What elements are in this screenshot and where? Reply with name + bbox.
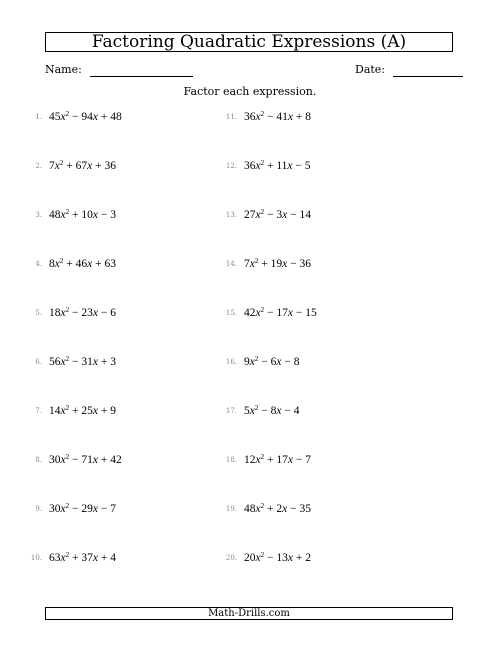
problem-number: 19. xyxy=(225,505,237,513)
problem-number: 13. xyxy=(225,211,237,219)
problem-item xyxy=(222,453,311,467)
problem-item xyxy=(27,355,116,369)
date-label: Date: xyxy=(355,63,386,76)
problem-item xyxy=(222,502,311,516)
problem-number: 1. xyxy=(35,113,42,121)
problem-item xyxy=(27,110,122,124)
problem-item xyxy=(27,306,116,320)
problem-number: 11. xyxy=(225,113,237,121)
problem-expression: $56x^2 - 31x + 3$ xyxy=(49,355,116,368)
problem-expression: $12x^2 + 17x - 7$ xyxy=(244,453,311,466)
problem-item xyxy=(222,404,299,418)
problem-expression: $7x^2 + 19x - 36$ xyxy=(244,257,311,270)
problem-expression: $63x^2 + 37x + 4$ xyxy=(49,551,116,564)
problem-item xyxy=(222,159,311,173)
problem-item xyxy=(27,257,116,271)
problem-number: 8. xyxy=(35,456,42,464)
worksheet-title: Factoring Quadratic Expressions (A) xyxy=(91,32,407,52)
problem-expression: $20x^2 - 13x + 2$ xyxy=(244,551,311,564)
problem-item xyxy=(27,502,116,516)
problem-number: 5. xyxy=(35,309,42,317)
problem-item xyxy=(222,551,311,565)
problem-expression: $5x^2 - 8x - 4$ xyxy=(244,404,300,417)
problem-item xyxy=(27,208,116,222)
problem-item xyxy=(27,453,122,467)
problem-item xyxy=(27,551,116,565)
problem-expression: $8x^2 + 46x + 63$ xyxy=(49,257,116,270)
problem-number: 9. xyxy=(35,505,42,513)
problem-expression: $48x^2 + 2x - 35$ xyxy=(244,502,311,515)
problem-expression: $36x^2 - 41x + 8$ xyxy=(244,110,311,123)
footer-text: Math-Drills.com xyxy=(208,607,290,619)
problem-number: 4. xyxy=(35,260,42,268)
problem-expression: $9x^2 - 6x - 8$ xyxy=(244,355,300,368)
problem-expression: $30x^2 - 71x + 42$ xyxy=(49,453,122,466)
problem-number: 10. xyxy=(30,554,42,562)
problem-number: 18. xyxy=(225,456,237,464)
problem-number: 14. xyxy=(225,260,237,268)
problem-expression: $36x^2 + 11x - 5$ xyxy=(244,159,311,172)
problem-number: 17. xyxy=(225,407,237,415)
problem-item xyxy=(222,257,311,271)
problem-item xyxy=(27,159,116,173)
problem-expression: $14x^2 + 25x + 9$ xyxy=(49,404,116,417)
footer-box xyxy=(45,607,453,620)
problem-number: 3. xyxy=(35,211,42,219)
problem-number: 7. xyxy=(35,407,42,415)
problem-item xyxy=(27,404,116,418)
problem-number: 6. xyxy=(35,358,42,366)
problem-number: 12. xyxy=(225,162,237,170)
problem-item xyxy=(222,110,311,124)
problem-expression: $27x^2 - 3x - 14$ xyxy=(244,208,311,221)
problem-item xyxy=(222,355,299,369)
problem-expression: $18x^2 - 23x - 6$ xyxy=(49,306,116,319)
problem-expression: $7x^2 + 67x + 36$ xyxy=(49,159,116,172)
problem-item xyxy=(222,208,311,222)
name-label: Name: xyxy=(45,63,82,76)
problem-number: 15. xyxy=(225,309,237,317)
problem-number: 20. xyxy=(225,554,237,562)
instructions: Factor each expression. xyxy=(183,85,317,98)
problem-expression: $48x^2 + 10x - 3$ xyxy=(49,208,116,221)
problem-expression: $45x^2 - 94x + 48$ xyxy=(49,110,122,123)
problem-number: 2. xyxy=(35,162,42,170)
problem-expression: $30x^2 - 29x - 7$ xyxy=(49,502,116,515)
problem-number: 16. xyxy=(225,358,237,366)
problem-expression: $42x^2 - 17x - 15$ xyxy=(244,306,317,319)
problem-item xyxy=(222,306,317,320)
